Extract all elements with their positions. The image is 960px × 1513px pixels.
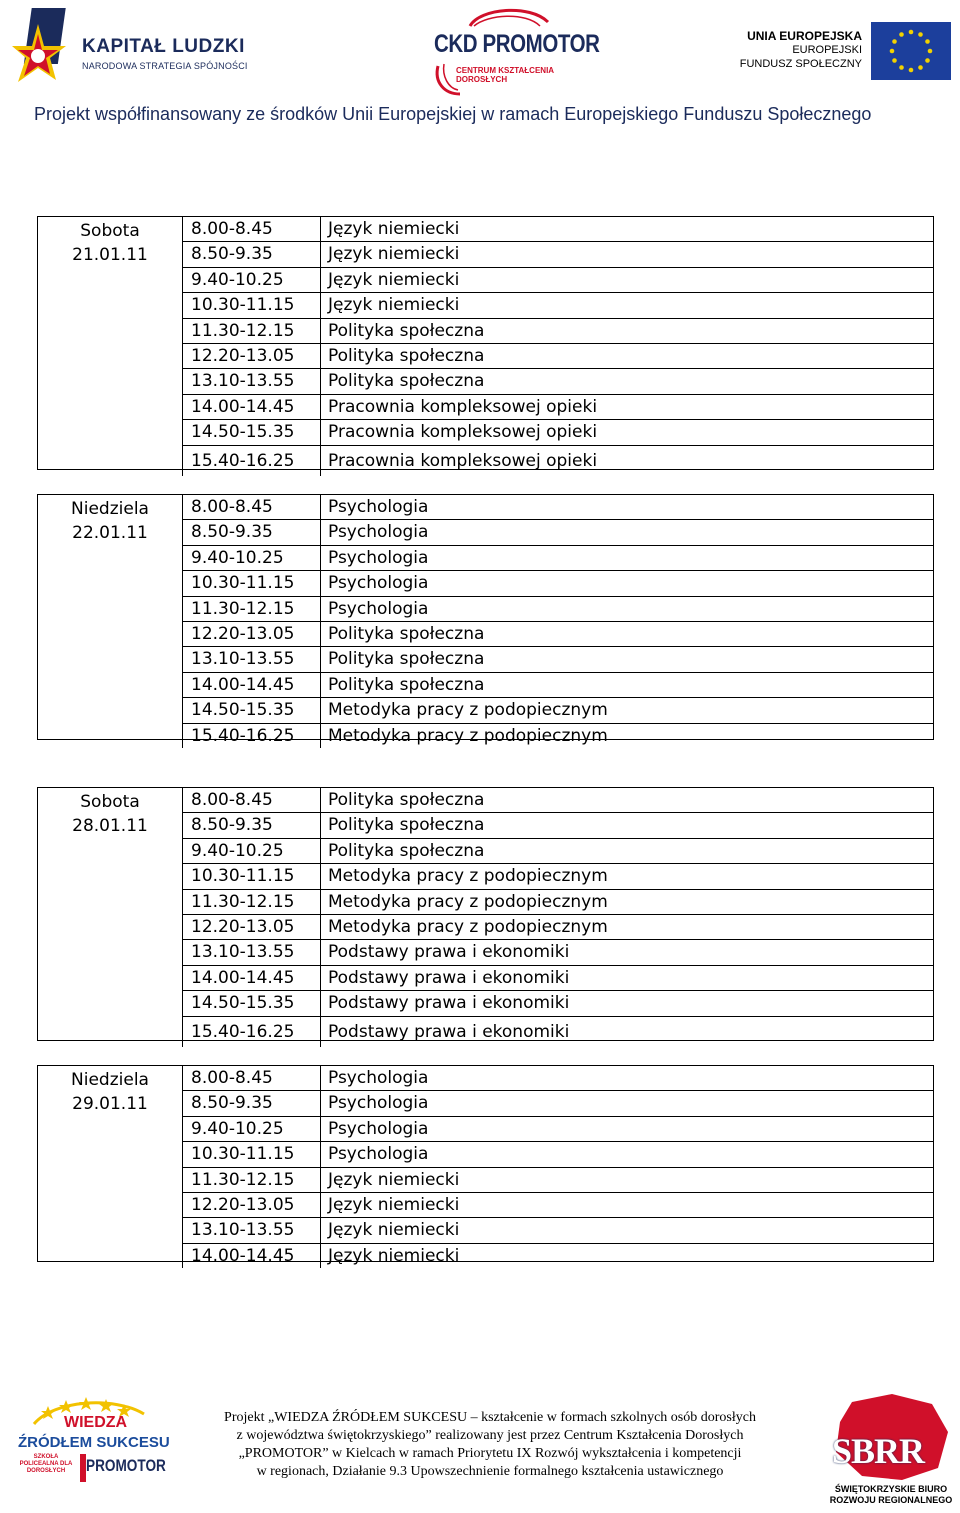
lesson-row: [183, 1142, 933, 1167]
lesson-time: 12.20-13.05: [191, 916, 295, 937]
day-date: 21.01.11: [72, 245, 148, 265]
day-date: 28.01.11: [72, 816, 148, 836]
lesson-subject: Polityka społeczna: [320, 344, 484, 368]
lesson-time: 15.40-16.25: [191, 725, 295, 746]
lesson-row: [183, 495, 933, 520]
lesson-time: 8.50-9.35: [191, 815, 273, 836]
lesson-subject: Psychologia: [320, 546, 428, 570]
lesson-row: [183, 915, 933, 940]
lesson-subject: Metodyka pracy z podopiecznym: [320, 698, 608, 722]
lesson-time: 11.30-12.15: [191, 891, 295, 912]
lesson-subject: Język niemiecki: [320, 1244, 459, 1268]
lesson-row: [183, 268, 933, 293]
lesson-subject: Język niemiecki: [320, 268, 459, 292]
lesson-time: 8.50-9.35: [191, 1093, 273, 1114]
lesson-time: 15.40-16.25: [191, 450, 295, 471]
day-name: Sobota: [80, 792, 140, 812]
lesson-row: [183, 395, 933, 420]
wiedza-zrodlem-sukcesu-logo: [14, 1394, 170, 1486]
lesson-row: [183, 369, 933, 394]
lesson-row: [183, 546, 933, 571]
lesson-subject: Pracownia kompleksowej opieki: [320, 395, 597, 419]
lesson-row: [183, 420, 933, 445]
kapital-ludzki-title: KAPITAŁ LUDZKI: [82, 36, 245, 57]
lesson-row: [183, 1017, 933, 1047]
lesson-row: [183, 991, 933, 1016]
schedule-day-block: [37, 494, 934, 746]
lesson-subject: Podstawy prawa i ekonomiki: [320, 940, 569, 964]
lesson-row: [183, 446, 933, 476]
lesson-subject: Język niemiecki: [320, 1218, 459, 1242]
lesson-rows: [182, 217, 933, 476]
lesson-subject: Psychologia: [320, 571, 428, 595]
lesson-row: [183, 293, 933, 318]
day-cell: [38, 217, 182, 267]
eu-fund-line: EUROPEJSKI: [792, 44, 862, 56]
lesson-time: 8.00-8.45: [191, 790, 273, 810]
lesson-subject: Podstawy prawa i ekonomiki: [320, 991, 569, 1015]
lesson-subject: Polityka społeczna: [320, 369, 484, 393]
lesson-time: 10.30-11.15: [191, 1144, 295, 1165]
lesson-time: 12.20-13.05: [191, 345, 295, 366]
lesson-subject: Język niemiecki: [320, 217, 459, 241]
lesson-row: [183, 622, 933, 647]
lesson-subject: Psychologia: [320, 1091, 428, 1115]
lesson-subject: Polityka społeczna: [320, 788, 484, 812]
day-cell: [38, 495, 182, 545]
lesson-row: [183, 520, 933, 545]
lesson-row: [183, 597, 933, 622]
day-name: Niedziela: [71, 1070, 149, 1090]
lesson-row: [183, 319, 933, 344]
footer-project-description: [180, 1409, 800, 1481]
lesson-row: [183, 1244, 933, 1268]
wiedza-school-label: SZKOŁA POLICEALNA DLA DOROSŁYCH: [19, 1454, 73, 1474]
lesson-time: 13.10-13.55: [191, 371, 295, 392]
lesson-time: 9.40-10.25: [191, 547, 284, 568]
eu-logo: [739, 22, 952, 82]
lesson-time: 11.30-12.15: [191, 598, 295, 619]
wiedza-promotor-label: PROMOTOR: [86, 1456, 166, 1475]
lesson-row: [183, 940, 933, 965]
footer-text-line: „PROMOTOR” w Kielcach w ramach Priorytetu IX Rozwój wykształcenia i kompetencji: [238, 1446, 742, 1461]
lesson-time: 11.30-12.15: [191, 320, 295, 341]
lesson-time: 14.50-15.35: [191, 993, 295, 1014]
lesson-time: 14.50-15.35: [191, 422, 295, 443]
day-name: Niedziela: [71, 499, 149, 519]
eu-fund-line-2: FUNDUSZ SPOŁECZNY: [739, 58, 862, 70]
day-cell: [38, 788, 182, 838]
lesson-time: 13.10-13.55: [191, 942, 295, 963]
page-header: [0, 0, 960, 140]
lesson-row: [183, 571, 933, 596]
lesson-subject: Podstawy prawa i ekonomiki: [320, 966, 569, 990]
lesson-row: [183, 1091, 933, 1116]
lesson-subject: Psychologia: [320, 495, 428, 519]
lesson-subject: Polityka społeczna: [320, 813, 484, 837]
lesson-subject: Polityka społeczna: [320, 319, 484, 343]
lesson-time: 14.00-14.45: [191, 396, 295, 417]
lesson-subject: Psychologia: [320, 520, 428, 544]
day-date: 22.01.11: [72, 523, 148, 543]
lesson-subject: Język niemiecki: [320, 1193, 459, 1217]
sbrr-title: SBRR: [832, 1431, 925, 1471]
lesson-time: 9.40-10.25: [191, 840, 284, 861]
lesson-row: [183, 1193, 933, 1218]
schedule-day-block: [37, 787, 934, 1041]
lesson-rows: [182, 1066, 933, 1268]
lesson-time: 13.10-13.55: [191, 1220, 295, 1241]
ckd-promotor-title: CKD PROMOTOR: [434, 30, 600, 58]
wiedza-subtitle: ŹRÓDŁEM SUKCESU: [18, 1434, 170, 1451]
lesson-time: 15.40-16.25: [191, 1021, 295, 1042]
lesson-time: 8.50-9.35: [191, 244, 273, 265]
lesson-subject: Język niemiecki: [320, 242, 459, 266]
day-name: Sobota: [80, 221, 140, 241]
sbrr-subtitle: ŚWIĘTOKRZYSKIE BIURO ROZWOJU REGIONALNEGO: [829, 1484, 953, 1505]
lesson-time: 12.20-13.05: [191, 623, 295, 644]
lesson-subject: Polityka społeczna: [320, 647, 484, 671]
lesson-time: 9.40-10.25: [191, 269, 284, 290]
lesson-row: [183, 864, 933, 889]
lesson-time: 14.00-14.45: [191, 674, 295, 695]
lesson-time: 11.30-12.15: [191, 1169, 295, 1190]
lesson-row: [183, 698, 933, 723]
lesson-time: 8.00-8.45: [191, 497, 273, 517]
kapital-ludzki-logo: [10, 6, 270, 86]
lesson-time: 12.20-13.05: [191, 1194, 295, 1215]
lesson-row: [183, 813, 933, 838]
wiedza-title: WIEDZA: [64, 1414, 128, 1431]
lesson-row: [183, 788, 933, 813]
lesson-rows: [182, 788, 933, 1047]
lesson-row: [183, 890, 933, 915]
lesson-time: 8.50-9.35: [191, 522, 273, 543]
lesson-row: [183, 966, 933, 991]
footer-text-line: Projekt „WIEDZA ŹRÓDŁEM SUKCESU – kształcenie w formach szkolnych osób dorosłych: [224, 1410, 756, 1425]
footer-text-line: z województwa świętokrzyskiego” realizowany jest przez Centrum Kształcenia Dorosłych: [236, 1428, 744, 1443]
lesson-row: [183, 242, 933, 267]
footer-text-line: w regionach, Działanie 9.3 Upowszechnienie formalnego kształcenia ustawicznego: [256, 1464, 724, 1479]
lesson-row: [183, 217, 933, 242]
lesson-row: [183, 1066, 933, 1091]
lesson-row: [183, 1168, 933, 1193]
lesson-subject: Pracownia kompleksowej opieki: [320, 446, 597, 476]
lesson-subject: Język niemiecki: [320, 293, 459, 317]
schedule-day-block: [37, 1065, 934, 1266]
sbrr-logo: [822, 1392, 958, 1510]
lesson-time: 14.00-14.45: [191, 1245, 295, 1266]
lesson-time: 13.10-13.55: [191, 649, 295, 670]
lesson-row: [183, 1117, 933, 1142]
lesson-subject: Psychologia: [320, 1066, 428, 1090]
schedule-day-block: [37, 216, 934, 470]
ckd-promotor-logo: [430, 4, 600, 94]
lesson-row: [183, 839, 933, 864]
lesson-subject: Psychologia: [320, 1142, 428, 1166]
lesson-row: [183, 344, 933, 369]
lesson-subject: Psychologia: [320, 597, 428, 621]
eu-flag-icon: [871, 22, 951, 80]
day-date: 29.01.11: [72, 1094, 148, 1114]
lesson-subject: Polityka społeczna: [320, 839, 484, 863]
lesson-row: [183, 724, 933, 748]
lesson-subject: Język niemiecki: [320, 1168, 459, 1192]
lesson-row: [183, 1218, 933, 1243]
lesson-subject: Podstawy prawa i ekonomiki: [320, 1017, 569, 1047]
lesson-subject: Polityka społeczna: [320, 622, 484, 646]
lesson-time: 10.30-11.15: [191, 295, 295, 316]
kapital-ludzki-subtitle: NARODOWA STRATEGIA SPÓJNOŚCI: [82, 61, 248, 71]
lesson-time: 10.30-11.15: [191, 866, 295, 887]
lesson-subject: Metodyka pracy z podopiecznym: [320, 864, 608, 888]
lesson-subject: Metodyka pracy z podopiecznym: [320, 915, 608, 939]
day-cell: [38, 1066, 182, 1116]
kapital-ludzki-star-icon: [10, 6, 80, 86]
lesson-rows: [182, 495, 933, 748]
eu-title: UNIA EUROPEJSKA: [747, 29, 862, 43]
lesson-time: 8.00-8.45: [191, 219, 273, 239]
lesson-subject: Metodyka pracy z podopiecznym: [320, 890, 608, 914]
lesson-row: [183, 647, 933, 672]
lesson-time: 10.30-11.15: [191, 573, 295, 594]
lesson-subject: Psychologia: [320, 1117, 428, 1141]
lesson-time: 14.50-15.35: [191, 700, 295, 721]
lesson-time: 14.00-14.45: [191, 967, 295, 988]
lesson-subject: Metodyka pracy z podopiecznym: [320, 724, 608, 748]
lesson-subject: Pracownia kompleksowej opieki: [320, 420, 597, 444]
ckd-promotor-subtitle: CENTRUM KSZTAŁCENIA DOROSŁYCH: [456, 66, 554, 84]
lesson-row: [183, 673, 933, 698]
cofinance-statement: Projekt współfinansowany ze środków Unii Europejskiej w ramach Europejskiego Funduszu Społecznego: [34, 104, 872, 124]
lesson-time: 8.00-8.45: [191, 1068, 273, 1088]
lesson-time: 9.40-10.25: [191, 1118, 284, 1139]
lesson-subject: Polityka społeczna: [320, 673, 484, 697]
